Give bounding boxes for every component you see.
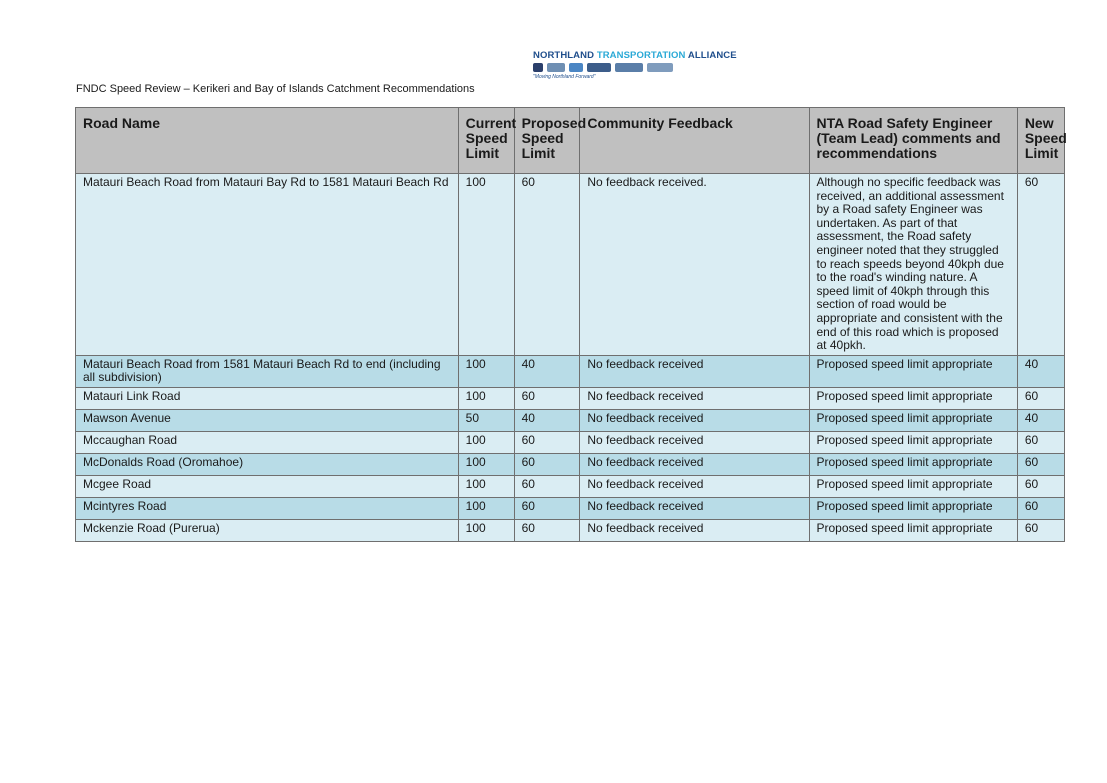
engineer-comments-cell: Although no specific feedback was received, an additional assessment by a Road safety Engineer was undertaken. As part of that assessment, the Road safety engineer noted that they struggled to reach speeds beyond 40kph due to the road's winding nature. A speed limit of 40kph through this section of road would be appropriate and consistent with the end of this road which is proposed at 40pkh. — [809, 174, 1017, 356]
new-speed-cell: 60 — [1017, 519, 1064, 541]
new-speed-cell: 60 — [1017, 431, 1064, 453]
logo-tagline: "Moving Northland Forward" — [533, 74, 596, 80]
logo-title-word-2: TRANSPORTATION — [596, 50, 686, 61]
proposed-speed-cell: 60 — [514, 387, 580, 409]
current-speed-cell: 100 — [458, 497, 514, 519]
current-speed-cell: 100 — [458, 387, 514, 409]
community-feedback-cell: No feedback received — [580, 519, 809, 541]
table-row — [76, 355, 1065, 387]
current-speed-cell: 100 — [458, 453, 514, 475]
road-name-cell: Mawson Avenue — [76, 409, 459, 431]
engineer-comments-cell: Proposed speed limit appropriate — [809, 475, 1017, 497]
new-speed-cell: 60 — [1017, 475, 1064, 497]
proposed-speed-cell: 40 — [514, 409, 580, 431]
engineer-comments-cell: Proposed speed limit appropriate — [809, 453, 1017, 475]
header-engineer-comments: NTA Road Safety Engineer (Team Lead) comments and recommendations — [809, 108, 1017, 174]
new-speed-cell: 60 — [1017, 174, 1064, 356]
table-row — [76, 453, 1065, 475]
proposed-speed-cell: 60 — [514, 475, 580, 497]
current-speed-cell: 100 — [458, 174, 514, 356]
table-row — [76, 174, 1065, 356]
road-name-cell: Mccaughan Road — [76, 431, 459, 453]
proposed-speed-cell: 40 — [514, 355, 580, 387]
logo-title-word-1: NORTHLAND — [533, 50, 595, 61]
road-name-cell: Mcgee Road — [76, 475, 459, 497]
engineer-comments-cell: Proposed speed limit appropriate — [809, 387, 1017, 409]
proposed-speed-cell: 60 — [514, 453, 580, 475]
road-name-cell: Mckenzie Road (Purerua) — [76, 519, 459, 541]
new-speed-cell: 40 — [1017, 355, 1064, 387]
road-name-cell: Mcintyres Road — [76, 497, 459, 519]
table-row — [76, 387, 1065, 409]
engineer-comments-cell: Proposed speed limit appropriate — [809, 431, 1017, 453]
logo-title-word-3: ALLIANCE — [687, 50, 737, 61]
proposed-speed-cell: 60 — [514, 497, 580, 519]
table-row — [76, 431, 1065, 453]
engineer-comments-cell: Proposed speed limit appropriate — [809, 497, 1017, 519]
road-name-cell: McDonalds Road (Oromahoe) — [76, 453, 459, 475]
community-feedback-cell: No feedback received — [580, 475, 809, 497]
speed-review-table — [75, 107, 1065, 542]
current-speed-cell: 100 — [458, 475, 514, 497]
new-speed-cell: 60 — [1017, 497, 1064, 519]
partner-logo-icon — [569, 63, 583, 72]
community-feedback-cell: No feedback received — [580, 387, 809, 409]
new-speed-cell: 60 — [1017, 453, 1064, 475]
table-row — [76, 409, 1065, 431]
nta-logo — [533, 50, 737, 82]
header-new-speed-limit: New Speed Limit — [1017, 108, 1064, 174]
community-feedback-cell: No feedback received — [580, 431, 809, 453]
partner-logo-icon — [587, 63, 611, 72]
proposed-speed-cell: 60 — [514, 431, 580, 453]
partner-logo-icon — [547, 63, 565, 72]
table-row — [76, 475, 1065, 497]
logo-title — [533, 50, 737, 61]
partner-logo-icon — [647, 63, 673, 72]
current-speed-cell: 100 — [458, 431, 514, 453]
road-name-cell: Matauri Beach Road from Matauri Bay Rd to 1581 Matauri Beach Rd — [76, 174, 459, 356]
community-feedback-cell: No feedback received — [580, 453, 809, 475]
document-title: FNDC Speed Review – Kerikeri and Bay of Islands Catchment Recommendations — [76, 83, 475, 95]
partner-logos — [533, 63, 703, 72]
header-community-feedback: Community Feedback — [580, 108, 809, 174]
header-current-speed-limit: Current Speed Limit — [458, 108, 514, 174]
proposed-speed-cell: 60 — [514, 519, 580, 541]
community-feedback-cell: No feedback received — [580, 497, 809, 519]
new-speed-cell: 40 — [1017, 409, 1064, 431]
header-road-name: Road Name — [76, 108, 459, 174]
engineer-comments-cell: Proposed speed limit appropriate — [809, 409, 1017, 431]
road-name-cell: Matauri Link Road — [76, 387, 459, 409]
community-feedback-cell: No feedback received — [580, 355, 809, 387]
table-row — [76, 519, 1065, 541]
proposed-speed-cell: 60 — [514, 174, 580, 356]
current-speed-cell: 100 — [458, 355, 514, 387]
road-name-cell: Matauri Beach Road from 1581 Matauri Beach Rd to end (including all subdivision) — [76, 355, 459, 387]
engineer-comments-cell: Proposed speed limit appropriate — [809, 355, 1017, 387]
engineer-comments-cell: Proposed speed limit appropriate — [809, 519, 1017, 541]
table-row — [76, 497, 1065, 519]
header-proposed-speed-limit: Proposed Speed Limit — [514, 108, 580, 174]
current-speed-cell: 100 — [458, 519, 514, 541]
community-feedback-cell: No feedback received. — [580, 174, 809, 356]
new-speed-cell: 60 — [1017, 387, 1064, 409]
partner-logo-icon — [615, 63, 643, 72]
table-header-row — [76, 108, 1065, 174]
current-speed-cell: 50 — [458, 409, 514, 431]
partner-logo-icon — [533, 63, 543, 72]
community-feedback-cell: No feedback received — [580, 409, 809, 431]
